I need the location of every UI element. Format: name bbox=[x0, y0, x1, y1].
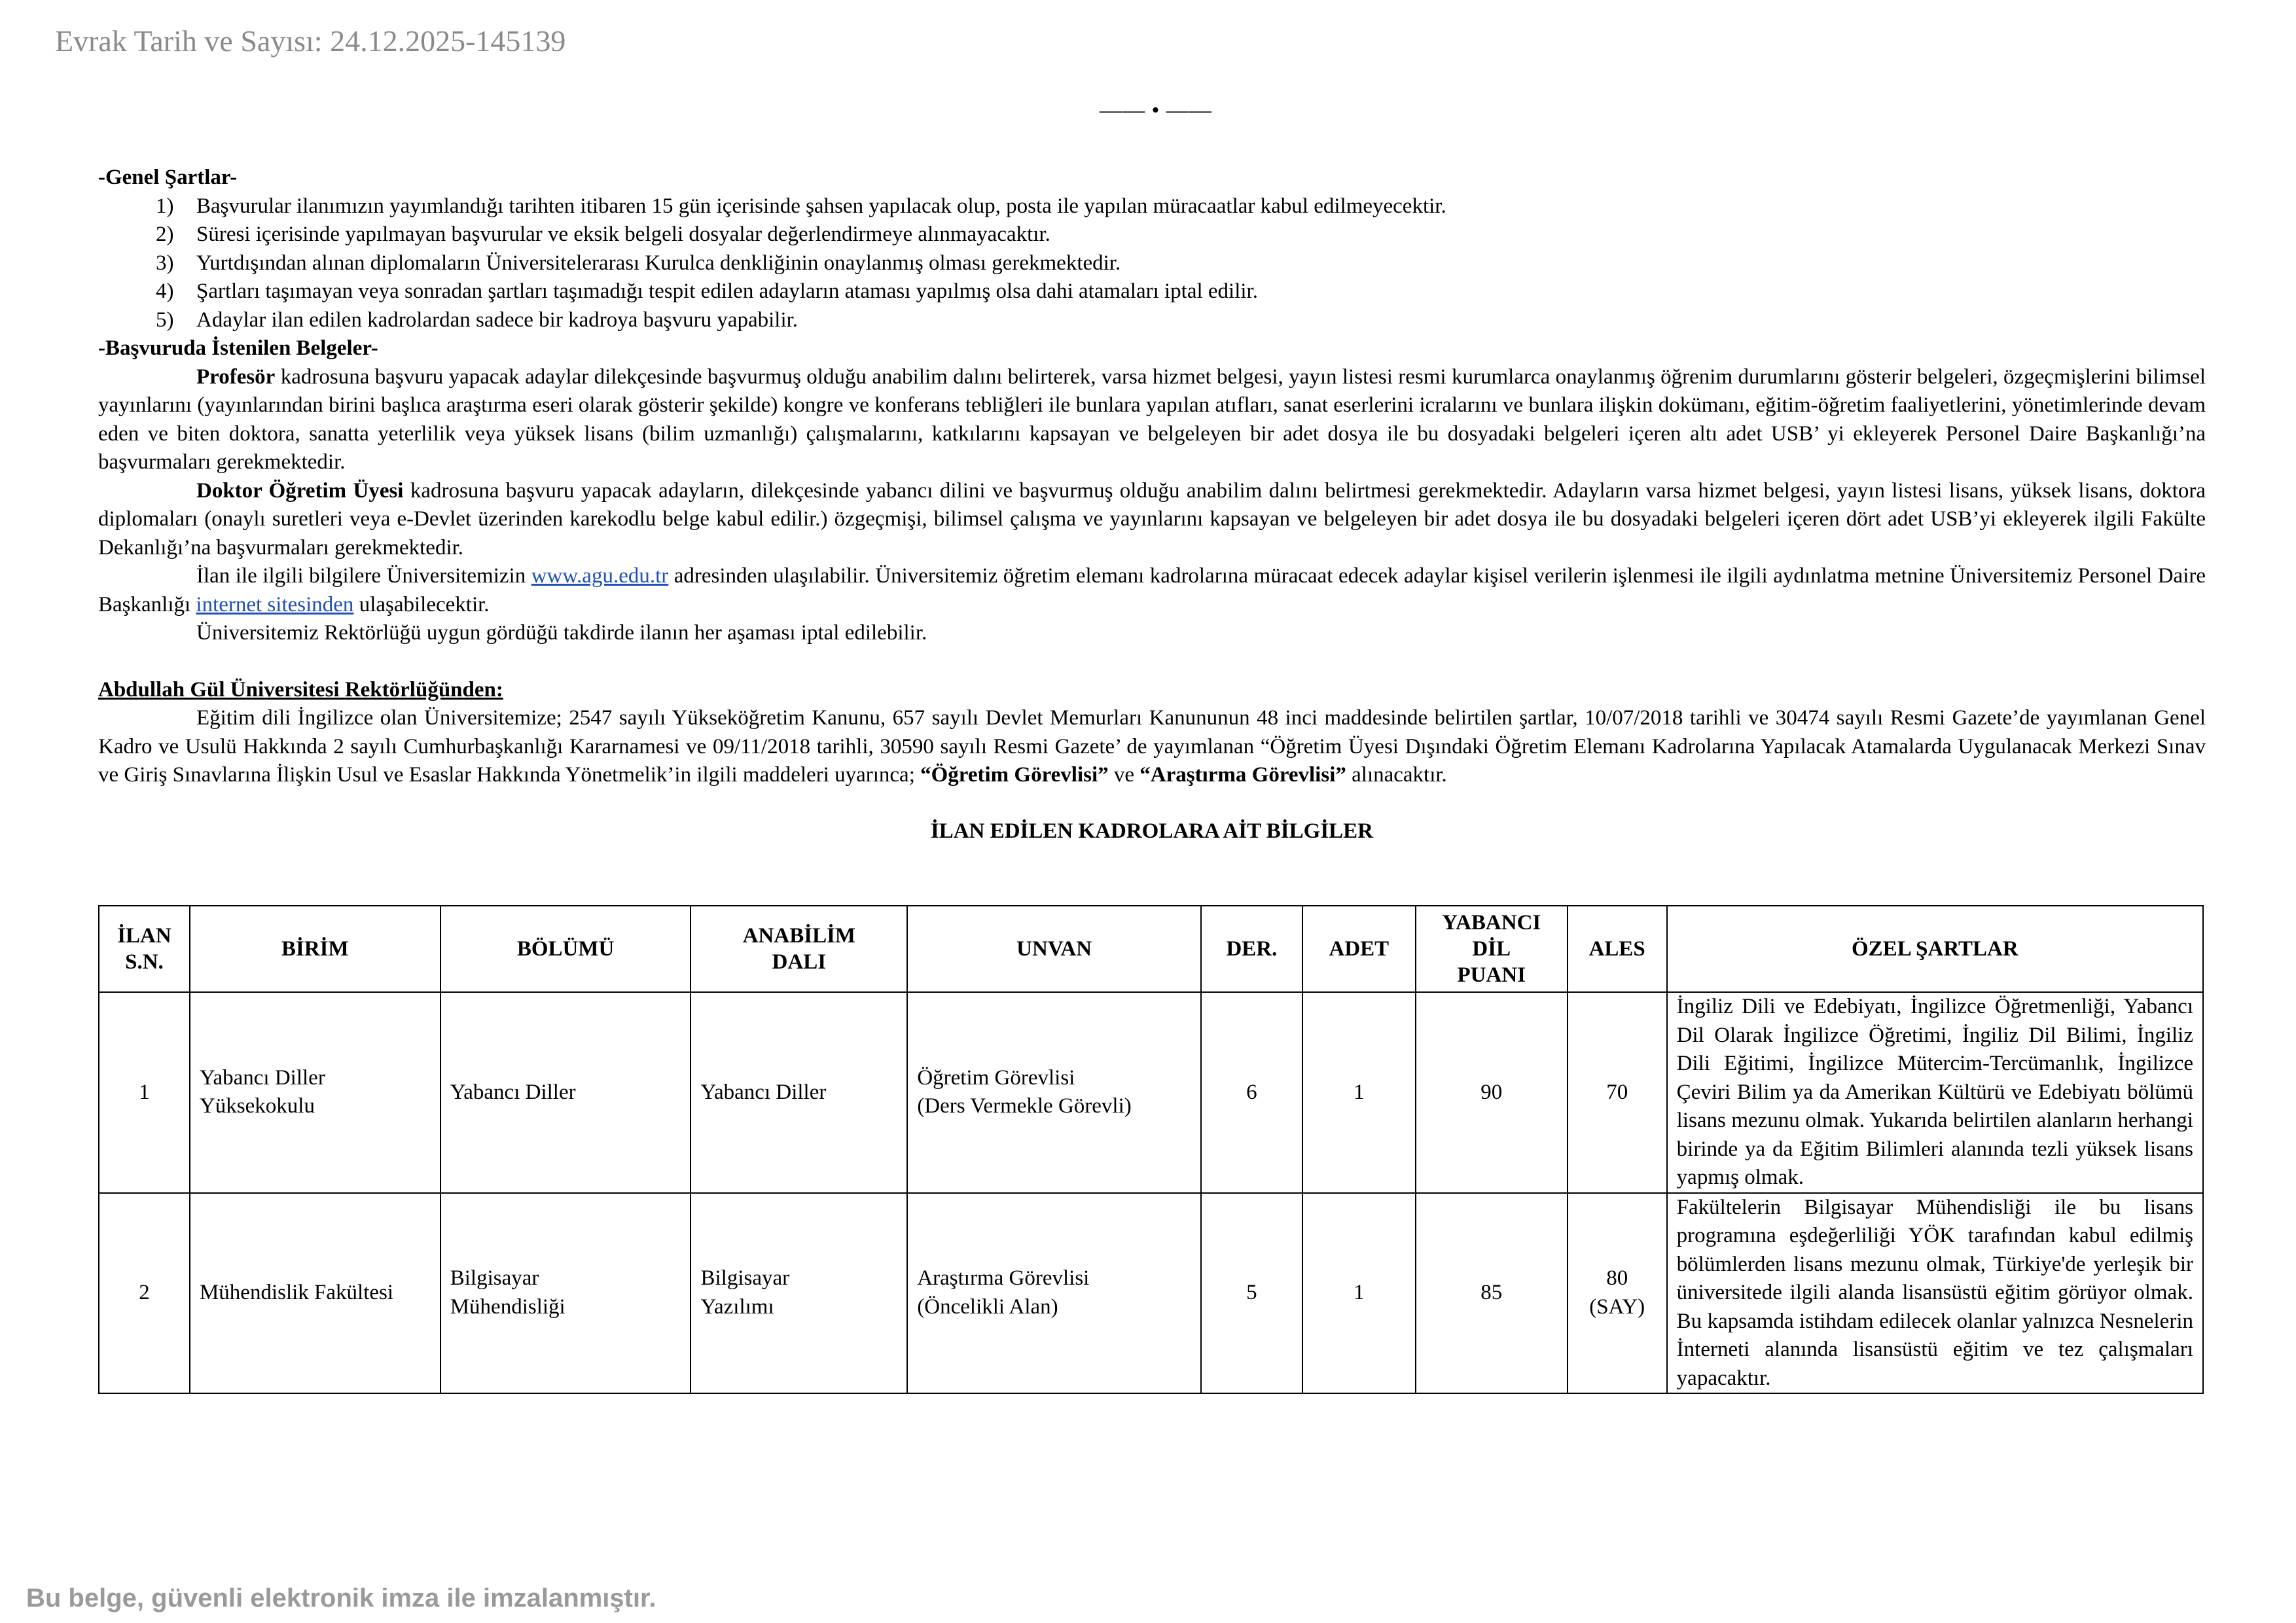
table-header-row bbox=[99, 906, 2203, 992]
list-item-number: 5) bbox=[156, 308, 174, 332]
cell-adet: 1 bbox=[1302, 1193, 1416, 1394]
list-item-number: 1) bbox=[156, 194, 174, 218]
info-text-start: İlan ile ilgili bilgilere Üniversitemizin bbox=[196, 564, 531, 588]
position-research-assistant: “Araştırma Görevlisi” bbox=[1139, 763, 1346, 787]
professor-label: Profesör bbox=[196, 365, 276, 389]
header-bolum: BÖLÜMÜ bbox=[440, 906, 691, 992]
header-anabilim: ANABİLİM DALI bbox=[691, 906, 907, 992]
doctor-paragraph bbox=[98, 477, 2206, 563]
cell-ales: 70 bbox=[1568, 992, 1667, 1193]
cell-language-score: 85 bbox=[1416, 1193, 1568, 1394]
professor-paragraph bbox=[98, 363, 2206, 477]
rectorate-heading: Abdullah Gül Üniversitesi Rektörlüğünden: bbox=[98, 677, 503, 702]
info-text-middle: adresinden ulaşılabilir. Üniversitemiz öğretim elemanı kadrolarına müracaat edecek adaylar kişisel verilerin işlenmesi ile ilgili aydınlatma metnine Üniversitemiz Personel Daire Başkanlığı bbox=[98, 564, 2206, 616]
header-ales: ALES bbox=[1568, 906, 1667, 992]
list-item bbox=[98, 192, 2206, 221]
cell-birim: Mühendislik Fakültesi bbox=[190, 1193, 440, 1394]
position-lecturer: “Öğretim Görevlisi” bbox=[920, 763, 1109, 787]
cell-adet: 1 bbox=[1302, 992, 1416, 1193]
header-birim: BİRİM bbox=[190, 906, 440, 992]
rectorate-paragraph bbox=[98, 704, 2206, 790]
cell-der: 6 bbox=[1201, 992, 1302, 1193]
header-unvan: UNVAN bbox=[907, 906, 1201, 992]
cell-unvan: Öğretim Görevlisi (Ders Vermekle Görevli) bbox=[907, 992, 1201, 1193]
list-item-text: Süresi içerisinde yapılmayan başvurular ve eksik belgeli dosyalar değerlendirmeye alınmayacaktır. bbox=[196, 223, 1050, 246]
required-documents-heading: -Başvuruda İstenilen Belgeler- bbox=[98, 336, 378, 360]
document-reference: Evrak Tarih ve Sayısı: 24.12.2025-145139 bbox=[55, 24, 566, 58]
internet-site-link[interactable]: internet sitesinden bbox=[196, 592, 354, 616]
cell-sn: 2 bbox=[99, 1193, 190, 1394]
cell-birim: Yabancı Diller Yüksekokulu bbox=[190, 992, 440, 1193]
doctor-text: kadrosuna başvuru yapacak adayların, dilekçesinde yabancı dilini ve başvurmuş olduğu anabilim dalını belirtmesi gerekmektedir. Adayların varsa hizmet belgesi, yayın listesi lisans, yüksek lisans, doktora diplomaları (onaylı suretleri veya e-Devlet üzerinden karekodlu belge kabul edilir.) özgeçmişi, bilimsel çalışma ve yayınlarını kapsayan ve belgeleyen bir adet dosya ile bu dosyadaki belgeleri içeren dört adet USB’yi ekleyerek ilgili Fakülte Dekanlığı’na başvurmaları gerekmektedir. bbox=[98, 478, 2206, 560]
list-item bbox=[98, 221, 2206, 249]
cell-ales: 80 (SAY) bbox=[1568, 1193, 1667, 1394]
list-item bbox=[98, 249, 2206, 278]
cell-special-conditions: İngiliz Dili ve Edebiyatı, İngilizce Öğretmenliği, Yabancı Dil Olarak İngilizce Öğretimi, İngiliz Dil Bilimi, İngiliz Dili Eğitimi, İngilizce Mütercim-Tercümanlık, İngilizce Çeviri Bilim ya da Amerikan Kültürü ve Edebiyatı bölümü lisans mezunu olmak. Yukarıda belirtilen alanların herhangi birinde ya da Eğitim Bilimleri alanında tezli yüksek lisans yapmış olmak. bbox=[1667, 992, 2203, 1193]
professor-text: kadrosuna başvuru yapacak adaylar dilekçesinde başvurmuş olduğu anabilim dalını belirterek, varsa hizmet belgesi, yayın listesi resmi kurumlarca onaylanmış öğrenim durumlarını gösterir belgeleri, özgeçmişlerini bilimsel yayınlarını (yayınlarından birini başlıca araştırma eseri olarak gösterir şekilde) kongre ve konferans tebliğleri ile bunlara yapılan atıfları, sanat eserlerini icralarını ve bunlara ilişkin dokümanı, eğitim-öğretim faaliyetlerini, yönetimlerinde devam eden ve biten doktora, sanatta yeterlilik veya yüksek lisans (bilim uzmanlığı) çalışmalarını, katkılarını kapsayan ve belgeleyen bir adet dosya ile bu dosyadaki belgeleri içeren altı adet USB’ yi ekleyerek Personel Daire Başkanlığı’na başvurmaları gerekmektedir. bbox=[98, 365, 2206, 474]
table-row bbox=[99, 1193, 2203, 1394]
rectorate-tail: alınacaktır. bbox=[1346, 763, 1447, 787]
header-der: DER. bbox=[1201, 906, 1302, 992]
rectorate-and: ve bbox=[1108, 763, 1140, 787]
header-language-score: YABANCI DİL PUANI bbox=[1416, 906, 1568, 992]
table-title: İLAN EDİLEN KADROLARA AİT BİLGİLER bbox=[930, 819, 1374, 843]
header-sn: İLAN S.N. bbox=[99, 906, 190, 992]
cell-anabilim: Bilgisayar Yazılımı bbox=[691, 1193, 907, 1394]
spacer bbox=[98, 648, 2206, 676]
list-item-number: 2) bbox=[156, 223, 174, 246]
cell-language-score: 90 bbox=[1416, 992, 1568, 1193]
cell-sn: 1 bbox=[99, 992, 190, 1193]
university-website-link[interactable]: www.agu.edu.tr bbox=[531, 564, 669, 588]
list-item-number: 3) bbox=[156, 251, 174, 275]
table-row bbox=[99, 992, 2203, 1193]
document-body bbox=[98, 164, 2206, 866]
list-item-text: Şartları taşımayan veya sonradan şartları taşımadığı tespit edilen adayların ataması yapılmış olsa dahi atamaları iptal edilir. bbox=[196, 279, 1258, 303]
general-conditions-heading: -Genel Şartlar- bbox=[98, 166, 238, 189]
cancellation-paragraph: Üniversitemiz Rektörlüğü uygun gördüğü takdirde ilanın her aşaması iptal edilebilir. bbox=[196, 621, 927, 645]
list-item-text: Başvurular ilanımızın yayımlandığı tarihten itibaren 15 gün içerisinde şahsen yapılacak olup, posta ile yapılan müracaatlar kabul edilmeyecektir. bbox=[196, 194, 1446, 218]
cell-der: 5 bbox=[1201, 1193, 1302, 1394]
list-item-text: Adaylar ilan edilen kadrolardan sadece bir kadroya başvuru yapabilir. bbox=[196, 308, 798, 332]
list-item-number: 4) bbox=[156, 279, 174, 303]
cell-special-conditions: Fakültelerin Bilgisayar Mühendisliği ile bu lisans programına eşdeğerliliği YÖK tarafından kabul edilmiş bölümlerden lisans mezunu olmak, Türkiye'de yerleşik bir üniversitede ilgili alanda lisansüstü eğitim görüyor olmak. Bu kapsamda istihdam edilecek olanlar yalnızca Nesnelerin İnterneti alanında lisansüstü eğitim ve tez çalışmaları yapacaktır. bbox=[1667, 1193, 2203, 1394]
general-conditions-list bbox=[98, 192, 2206, 335]
cell-bolum: Yabancı Diller bbox=[440, 992, 691, 1193]
list-item bbox=[98, 306, 2206, 335]
list-item bbox=[98, 277, 2206, 306]
cell-bolum: Bilgisayar Mühendisliği bbox=[440, 1193, 691, 1394]
header-special-conditions: ÖZEL ŞARTLAR bbox=[1667, 906, 2203, 992]
section-divider: —— • —— bbox=[1100, 98, 1212, 122]
info-text-end: ulaşabilecektir. bbox=[353, 592, 490, 616]
doctor-label: Doktor Öğretim Üyesi bbox=[196, 478, 404, 503]
info-paragraph bbox=[98, 562, 2206, 619]
cell-unvan: Araştırma Görevlisi (Öncelikli Alan) bbox=[907, 1193, 1201, 1394]
rectorate-text: Eğitim dili İngilizce olan Üniversitemize; 2547 sayılı Yükseköğretim Kanunu, 657 sayılı Devlet Memurları Kanununun 48 inci maddesinde belirtilen şartlar, 10/07/2018 tarihli ve 30474 sayılı Resmi Gazete’de yayımlanan Genel Kadro ve Usulü Hakkında 2 sayılı Cumhurbaşkanlığı Kararnamesi ve 09/11/2018 tarihli, 30590 sayılı Resmi Gazete’ de yayımlanan “Öğretim Üyesi Dışındaki Öğretim Elemanı Kadrolarına Yapılacak Atamalarda Uygulanacak Merkezi Sınav ve Giriş Sınavlarına İlişkin Usul ve Esaslar Hakkında Yönetmelik’in ilgili maddeleri uyarınca; bbox=[98, 706, 2206, 787]
e-signature-note: Bu belge, güvenli elektronik imza ile imzalanmıştır. bbox=[26, 1584, 656, 1613]
cell-anabilim: Yabancı Diller bbox=[691, 992, 907, 1193]
positions-table bbox=[98, 905, 2204, 1394]
header-adet: ADET bbox=[1302, 906, 1416, 992]
list-item-text: Yurtdışından alınan diplomaların Üniversitelerarası Kurulca denkliğinin onaylanmış olması gerekmektedir. bbox=[196, 251, 1121, 275]
